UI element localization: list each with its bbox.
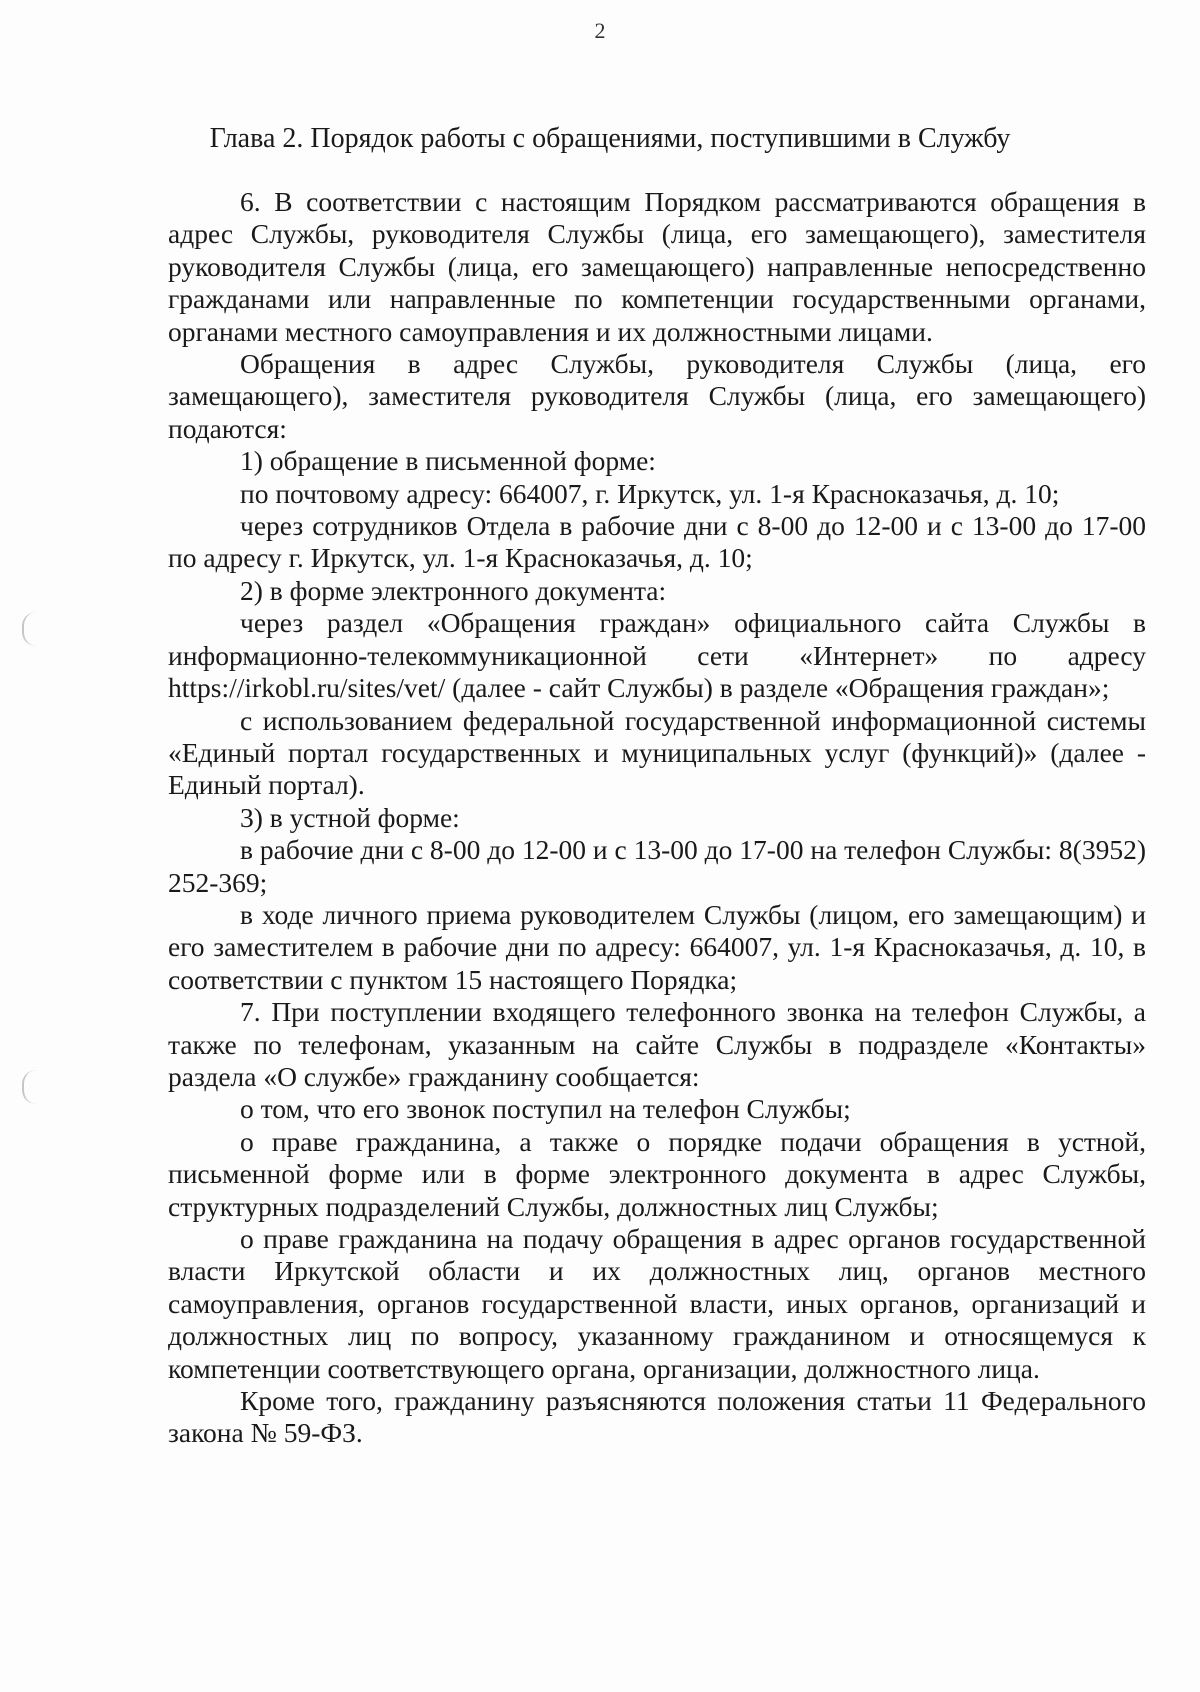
- document-body: [168, 186, 1146, 1450]
- paragraph: через раздел «Обращения граждан» официального сайта Службы в информационно-телекоммуникационной сети «Интернет» по адресу https://irkobl.ru/sites/vet/ (далее - сайт Службы) в разделе «Обращения граждан»;: [168, 607, 1146, 704]
- paragraph: через сотрудников Отдела в рабочие дни с 8-00 до 12-00 и с 13-00 до 17-00 по адресу г. Иркутск, ул. 1-я Красноказачья, д. 10;: [168, 510, 1146, 574]
- paragraph: с использованием федеральной государственной информационной системы «Единый портал государственных и муниципальных услуг (функций)» (далее - Единый портал).: [168, 704, 1146, 801]
- paragraph: по почтовому адресу: 664007, г. Иркутск, ул. 1-я Красноказачья, д. 10;: [240, 477, 1060, 509]
- binder-hole-mark: [22, 1070, 44, 1104]
- paragraph: о праве гражданина на подачу обращения в адрес органов государственной власти Иркутской области и их должностных лиц, органов местного самоуправления, органов государственной власти, иных органов, организаций и должностных лиц по вопросу, указанному гражданином и относящемуся к компетенции соответствующего органа, организации, должностного лица.: [168, 1223, 1146, 1384]
- paragraph: 1) обращение в письменной форме:: [240, 445, 656, 477]
- paragraph: 3) в устной форме:: [240, 801, 460, 833]
- chapter-title: Глава 2. Порядок работы с обращениями, поступившими в Службу: [209, 123, 1011, 154]
- paragraph: в ходе личного приема руководителем Службы (лицом, его замещающим) и его заместителем в рабочие дни по адресу: 664007, ул. 1-я Красноказачья, д. 10, в соответствии с пунктом 15 настоящего Порядка;: [168, 898, 1146, 995]
- paragraph: 7. При поступлении входящего телефонного звонка на телефон Службы, а также по телефонам, указанным на сайте Службы в подразделе «Контакты» раздела «О службе» гражданину сообщается:: [168, 996, 1146, 1092]
- binder-hole-mark: [22, 612, 44, 646]
- paragraph: 2) в форме электронного документа:: [240, 574, 667, 606]
- paragraph: Обращения в адрес Службы, руководителя Службы (лица, его замещающего), заместителя руководителя Службы (лица, его замещающего) подаются:: [168, 348, 1146, 444]
- paragraph: в рабочие дни с 8-00 до 12-00 и с 13-00 до 17-00 на телефон Службы: 8(3952) 252-369;: [168, 834, 1146, 898]
- paragraph: Кроме того, гражданину разъясняются положения статьи 11 Федерального закона № 59-ФЗ.: [168, 1385, 1146, 1449]
- page-number: 2: [594, 18, 606, 43]
- paragraph: 6. В соответствии с настоящим Порядком рассматриваются обращения в адрес Службы, руководителя Службы (лица, его замещающего), заместителя руководителя Службы (лица, его замещающего) направленные непосредственно гражданами или направленные по компетенции государственными органами, органами местного самоуправления и их должностными лицами.: [168, 186, 1146, 347]
- paragraph: о праве гражданина, а также о порядке подачи обращения в устной, письменной форме или в форме электронного документа в адрес Службы, структурных подразделений Службы, должностных лиц Службы;: [168, 1125, 1146, 1222]
- paragraph: о том, что его звонок поступил на телефон Службы;: [240, 1093, 851, 1125]
